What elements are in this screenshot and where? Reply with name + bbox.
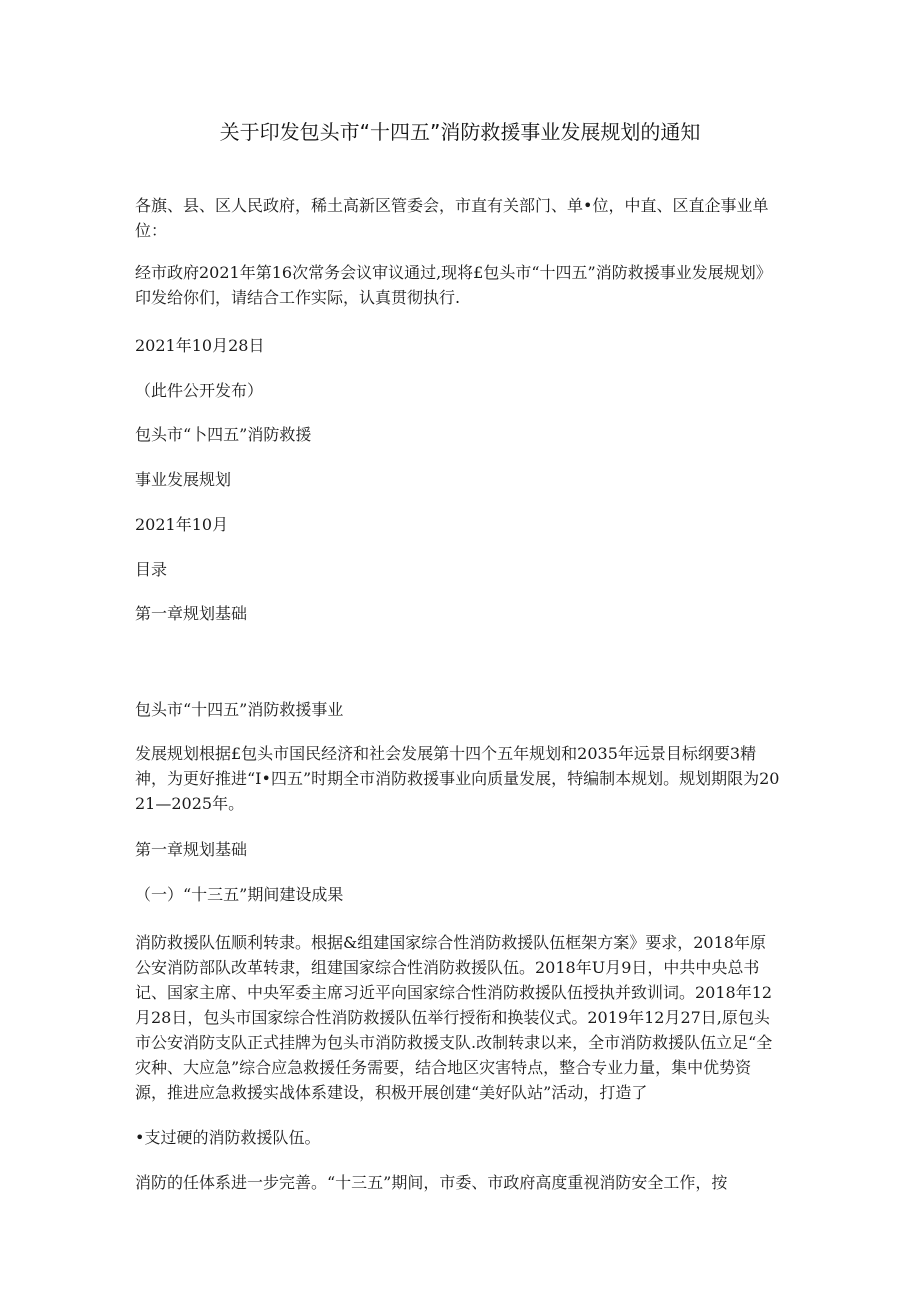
document-title: 关于印发包头市“十四五”消防救援事业发展规划的通知 bbox=[219, 120, 701, 144]
transfer-paragraph-end: •支过硬的消防救援队伍。 bbox=[135, 1128, 321, 1147]
toc-chapter-1: 第一章规划基础 bbox=[135, 604, 248, 623]
plan-heading: 包头市“十四五”消防救援事业 bbox=[135, 700, 344, 719]
plan-title-line-2: 事业发展规划 bbox=[135, 470, 232, 489]
toc-heading: 目录 bbox=[135, 560, 168, 579]
chapter-1-heading: 第一章规划基础 bbox=[135, 840, 248, 859]
transfer-paragraph: 消防救援队伍顺利转隶。根据&组建国家综合性消防救援队伍框架方案》要求，2018年原公安消防部队改革转隶，组建国家综合性消防救援队伍。2018年U月9日，中共中央总书记、国家主席、中央军委主席习近平向国家综合性消防救援队伍授执并致训词。2018年12月28日，包头市国家综合性消防救援队伍举行授衔和换装仪式。2019年12月27日,原包头市公安消防支队正式挂牌为包头市消防救援支队.改制转隶以来，全市消防救援队伍立足“全灾种、大应急”综合应急救援任务需要，结合地区灾害特点，整合专业力量，集中优势资源，推进应急救援实战体系建设，积极开展创建“美好队站”活动，打造了 bbox=[135, 933, 773, 1102]
plan-basis-paragraph: 发展规划根据£包头市国民经济和社会发展第十四个五年规划和2035年远景目标纲要3精神，为更好推进“I•四五”时期全市消防救援事业向质量发展，特编制本规划。规划期限为2021—2025年。 bbox=[135, 744, 780, 813]
intro-paragraph: 经市政府2021年第16次常务会议审议通过,现将£包头市“十四五”消防救援事业发展规划》印发给你们，请结合工作实际，认真贯彻执行. bbox=[135, 263, 772, 307]
addressee-paragraph: 各旗、县、区人民政府，稀土高新区管委会，市直有关部门、单•位，中直、区直企事业单位： bbox=[135, 196, 769, 240]
section-1-heading: （一）“十三五”期间建设成果 bbox=[135, 885, 344, 904]
responsibility-paragraph: 消防的任体系进一步完善。“十三五”期间，市委、市政府高度重视消防安全工作，按 bbox=[135, 1173, 728, 1192]
issue-date: 2021年10月28日 bbox=[135, 336, 265, 355]
plan-date: 2021年10月 bbox=[135, 515, 229, 534]
publication-note: （此件公开发布） bbox=[135, 381, 264, 400]
plan-title-line-1: 包头市“卜四五”消防救援 bbox=[135, 425, 312, 444]
